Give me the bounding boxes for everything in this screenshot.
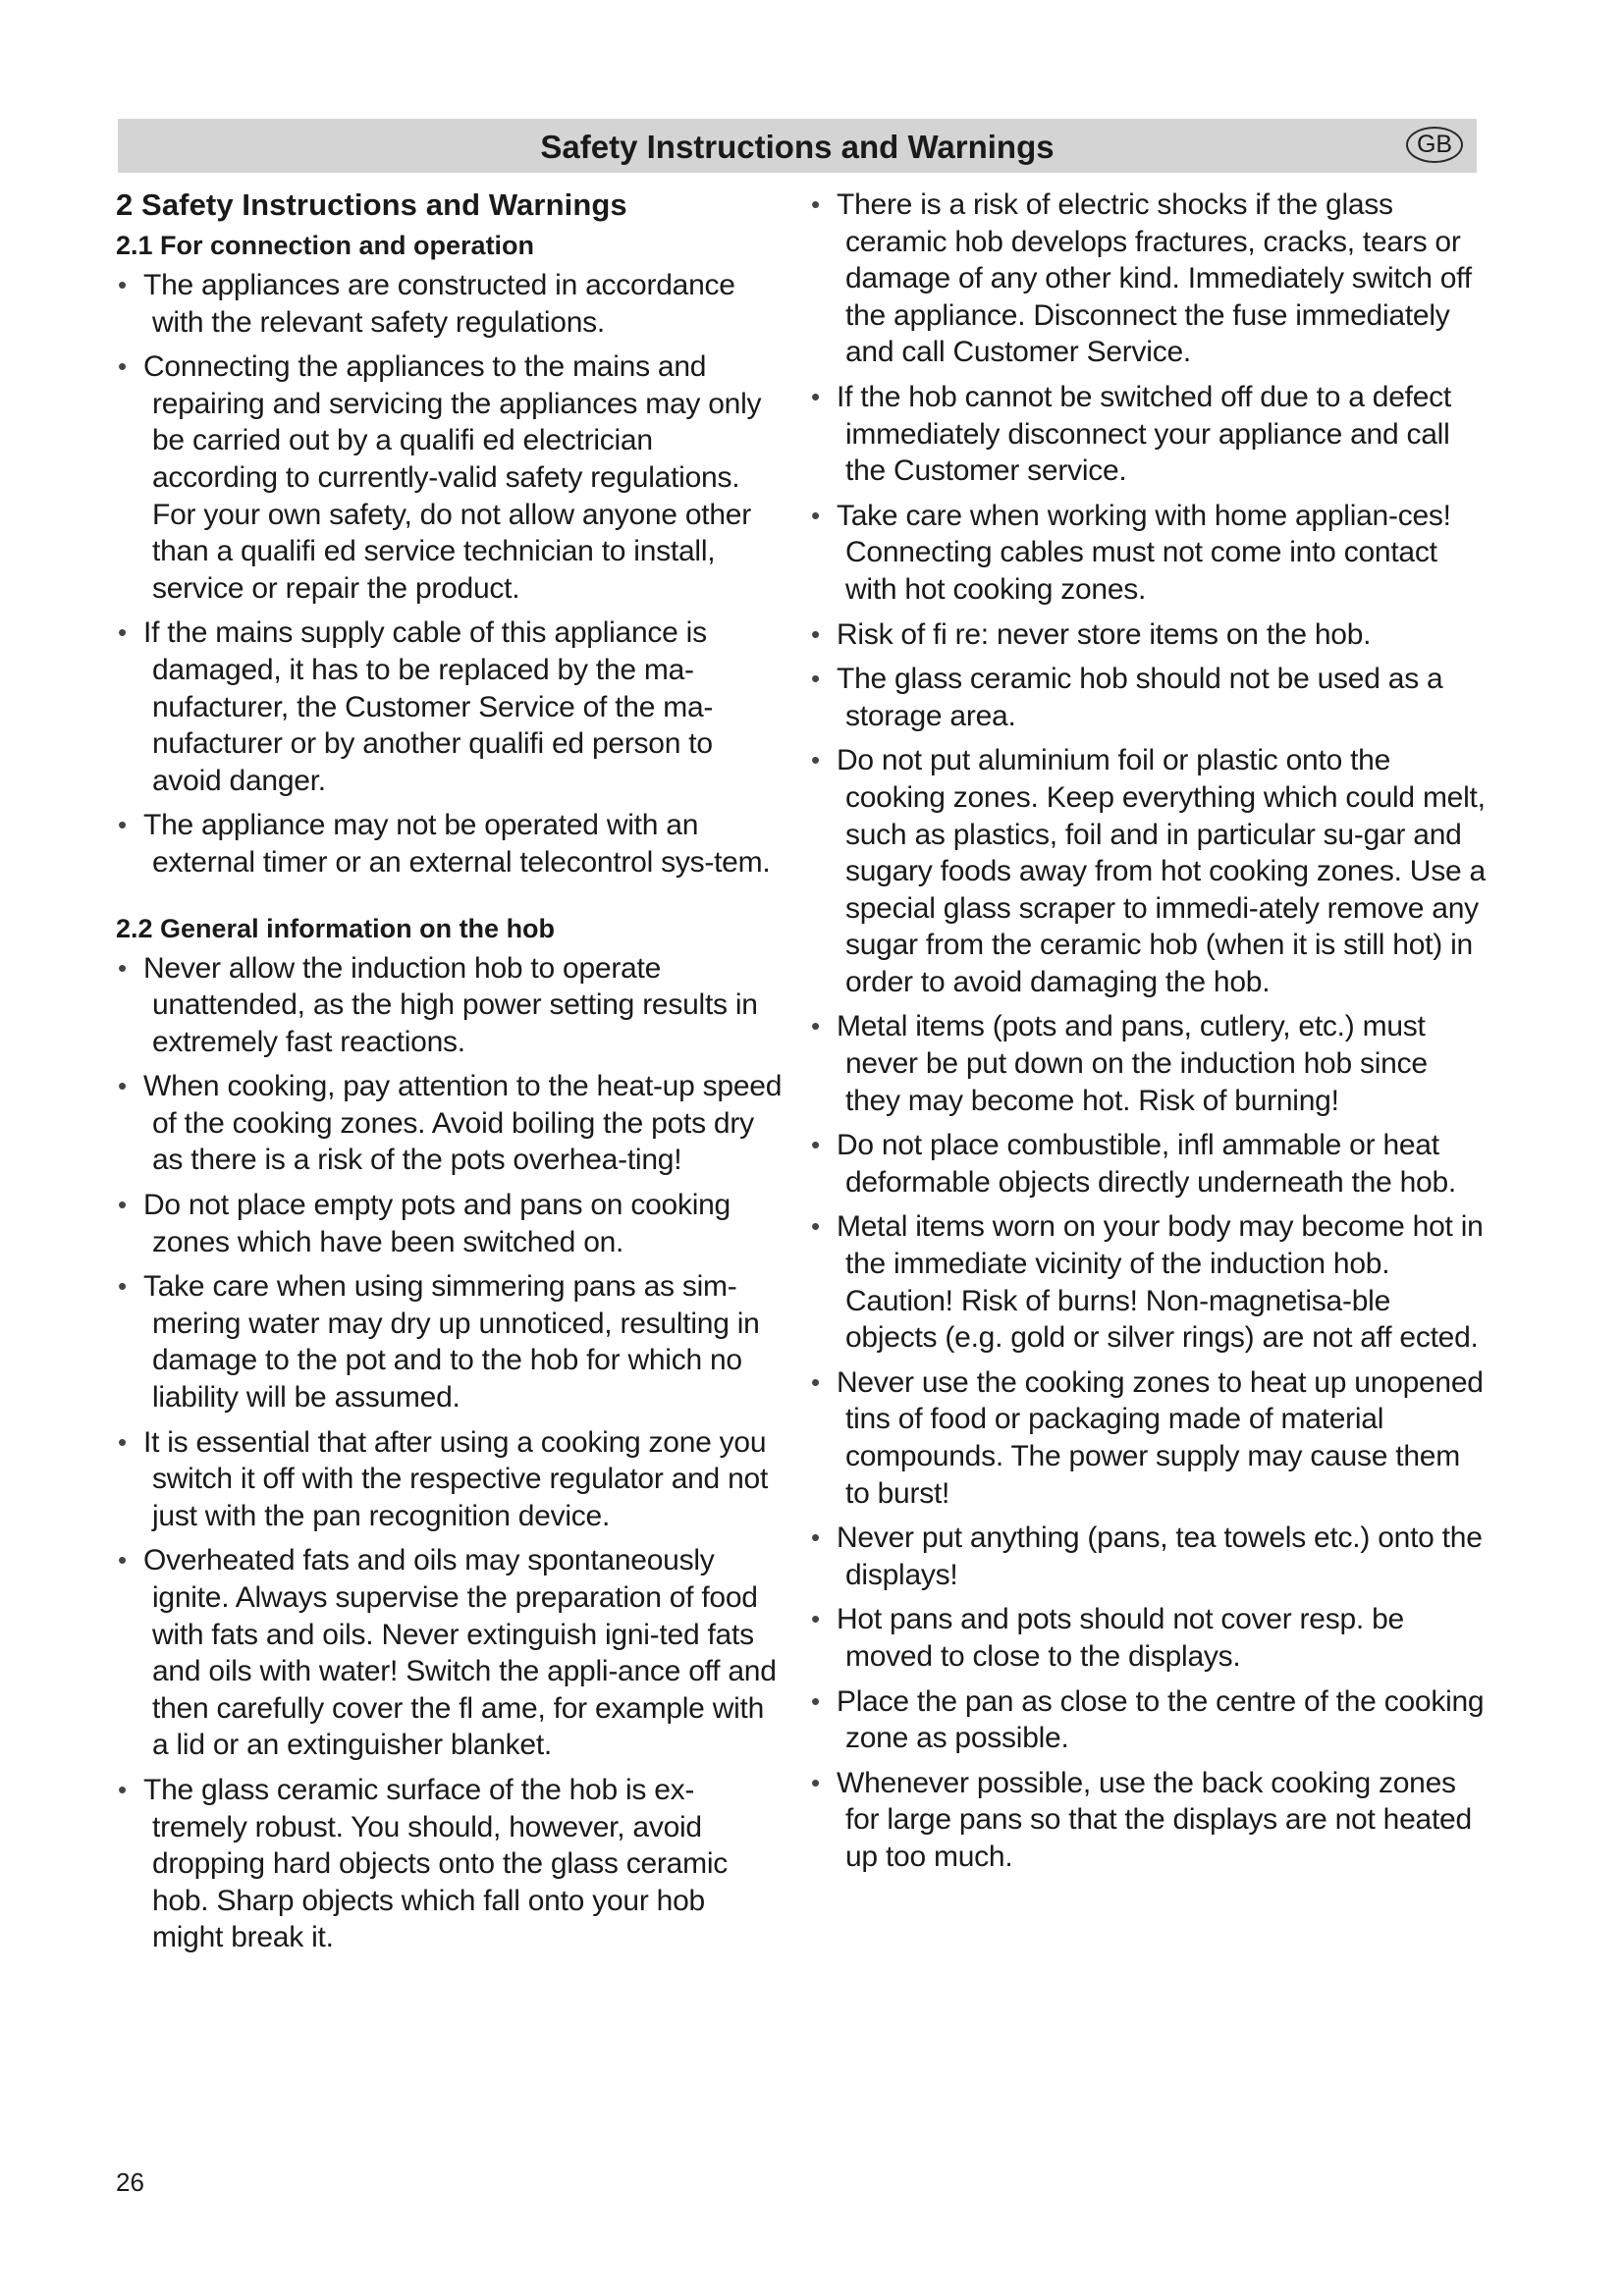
bullet-icon: • [118, 270, 127, 299]
list-item: • Never allow the induction hob to operate unattended, as the high power setting results in extremely fast reactions. [118, 951, 758, 1058]
bullet-icon: • [811, 500, 820, 530]
list-item: • If the mains supply cable of this appliance is damaged, it has to be replaced by the ma-nufacturer, the Customer Service of the ma-nufacturer or by another qualifi ed person to avoid danger. [118, 616, 714, 797]
list-item: • The appliance may not be operated with an external timer or an external telecontrol sys-tem. [118, 809, 771, 879]
page-number: 26 [116, 2167, 144, 2197]
subsection-title-general: 2.2 General information on the hob [116, 913, 556, 943]
list-item: • Connecting the appliances to the mains and repairing and servicing the appliances may only be carried out by a qualifi ed electrician according to currently-valid safety regulations. For your own safety, do not allow anyone other than a qualifi ed service technician to install, service or repair the product. [118, 350, 762, 605]
bullet-icon: • [811, 745, 820, 775]
list-item: • Take care when using simmering pans as sim-mering water may dry up unnoticed, resulting in damage to the pot and to the hob for which no liability will be assumed. [118, 1270, 760, 1415]
bullet-icon: • [118, 1774, 127, 1804]
general-list-right [809, 187, 1487, 1876]
page-header [118, 119, 1477, 173]
bullet-icon: • [811, 1366, 820, 1397]
bullet-icon: • [118, 810, 127, 840]
list-item: • Do not put aluminium foil or plastic onto the cooking zones. Keep everything which could melt, such as plastics, foil and in particular su-gar and sugary foods away from hot cooking zones. Use a special glass scraper to immedi-ately remove any sugar from the ceramic hob (when it is still hot) in order to avoid damaging the hob. [811, 744, 1486, 998]
section-title: 2 Safety Instructions and Warnings [116, 187, 627, 222]
list-item: • Place the pan as close to the centre of the cooking zone as possible. [811, 1684, 1485, 1755]
bullet-icon: • [811, 618, 820, 649]
bullet-icon: • [118, 1190, 127, 1220]
list-item: • The glass ceramic surface of the hob is ex-tremely robust. You should, however, avoid dropping hard objects onto the glass ceramic hob. Sharp objects which fall onto your hob might break it. [118, 1773, 729, 1954]
bullet-icon: • [118, 1271, 127, 1302]
list-item: • Metal items (pots and pans, cutlery, etc.) must never be put down on the induction hob since they may become hot. Risk of burning! [811, 1010, 1428, 1117]
list-item: • Metal items worn on your body may become hot in the immediate vicinity of the induction hob. Caution! Risk of burns! Non-magnetisa-ble objects (e.g. gold or silver rings) are not aff ected. [811, 1210, 1484, 1355]
bullet-icon: • [118, 351, 127, 382]
bullet-icon: • [811, 1604, 820, 1634]
header-title: Safety Instructions and Warnings [540, 129, 1055, 165]
list-item: • The glass ceramic hob should not be used as a storage area. [811, 663, 1443, 732]
list-item: • Hot pans and pots should not cover resp. be moved to close to the displays. [811, 1603, 1404, 1673]
bullet-icon: • [118, 617, 127, 648]
bullet-icon: • [811, 1130, 820, 1160]
list-item: • There is a risk of electric shocks if the glass ceramic hob develops fractures, cracks, tears or damage of any other kind. Immediately switch off the appliance. Disconnect the fuse immediately and call Customer Service. [811, 188, 1472, 369]
connection-list [116, 267, 784, 881]
bullet-icon: • [118, 952, 127, 983]
left-column [116, 187, 784, 1964]
list-item: • Risk of fi re: never store items on the hob. [809, 616, 1487, 654]
list-item: • Never use the cooking zones to heat up unopened tins of food or packaging made of material compounds. The power supply may cause them to burst! [811, 1365, 1484, 1510]
bullet-icon: • [811, 381, 820, 411]
list-item: • The appliances are constructed in accordance with the relevant safety regulations. [118, 269, 735, 339]
bullet-icon: • [811, 1767, 820, 1797]
bullet-icon: • [811, 1685, 820, 1716]
bullet-icon: • [811, 1011, 820, 1041]
list-item: • Take care when working with home applian-ces! Connecting cables must not come into contact with hot cooking zones. [811, 499, 1451, 606]
bullet-icon: • [118, 1545, 127, 1575]
list-item: • If the hob cannot be switched off due to a defect immediately disconnect your appliance and call the Customer service. [811, 380, 1451, 488]
list-item: • Do not place combustible, infl ammable or heat deformable objects directly underneath the hob. [811, 1129, 1456, 1199]
bullet-icon: • [118, 1426, 127, 1457]
subsection-title-connection: 2.1 For connection and operation [116, 231, 535, 260]
bullet-icon: • [811, 1211, 820, 1242]
country-badge: GB [1406, 127, 1463, 163]
bullet-icon: • [811, 1522, 820, 1553]
right-column [809, 187, 1487, 1884]
list-item: • Whenever possible, use the back cooking zones for large pans so that the displays are not heated up too much. [811, 1766, 1472, 1873]
bullet-icon: • [811, 664, 820, 694]
general-list-left [116, 950, 784, 1956]
bullet-icon: • [811, 189, 820, 219]
bullet-icon: • [118, 1071, 127, 1101]
list-item: • Overheated fats and oils may spontaneously ignite. Always supervise the preparation of food with fats and oils. Never extinguish igni-ted fats and oils with water! Switch the appli-ance off and then carefully cover the fl ame, for example with a lid or an extinguisher blanket. [118, 1544, 777, 1762]
list-item: • Never put anything (pans, tea towels etc.) onto the displays! [811, 1522, 1483, 1591]
list-item: • Do not place empty pots and pans on cooking zones which have been switched on. [118, 1189, 731, 1258]
list-item: • When cooking, pay attention to the heat-up speed of the cooking zones. Avoid boiling the pots dry as there is a risk of the pots overhea-ting! [118, 1070, 783, 1177]
list-item: • It is essential that after using a cooking zone you switch it off with the respective regulator and not just with the pan recognition device. [118, 1425, 769, 1532]
